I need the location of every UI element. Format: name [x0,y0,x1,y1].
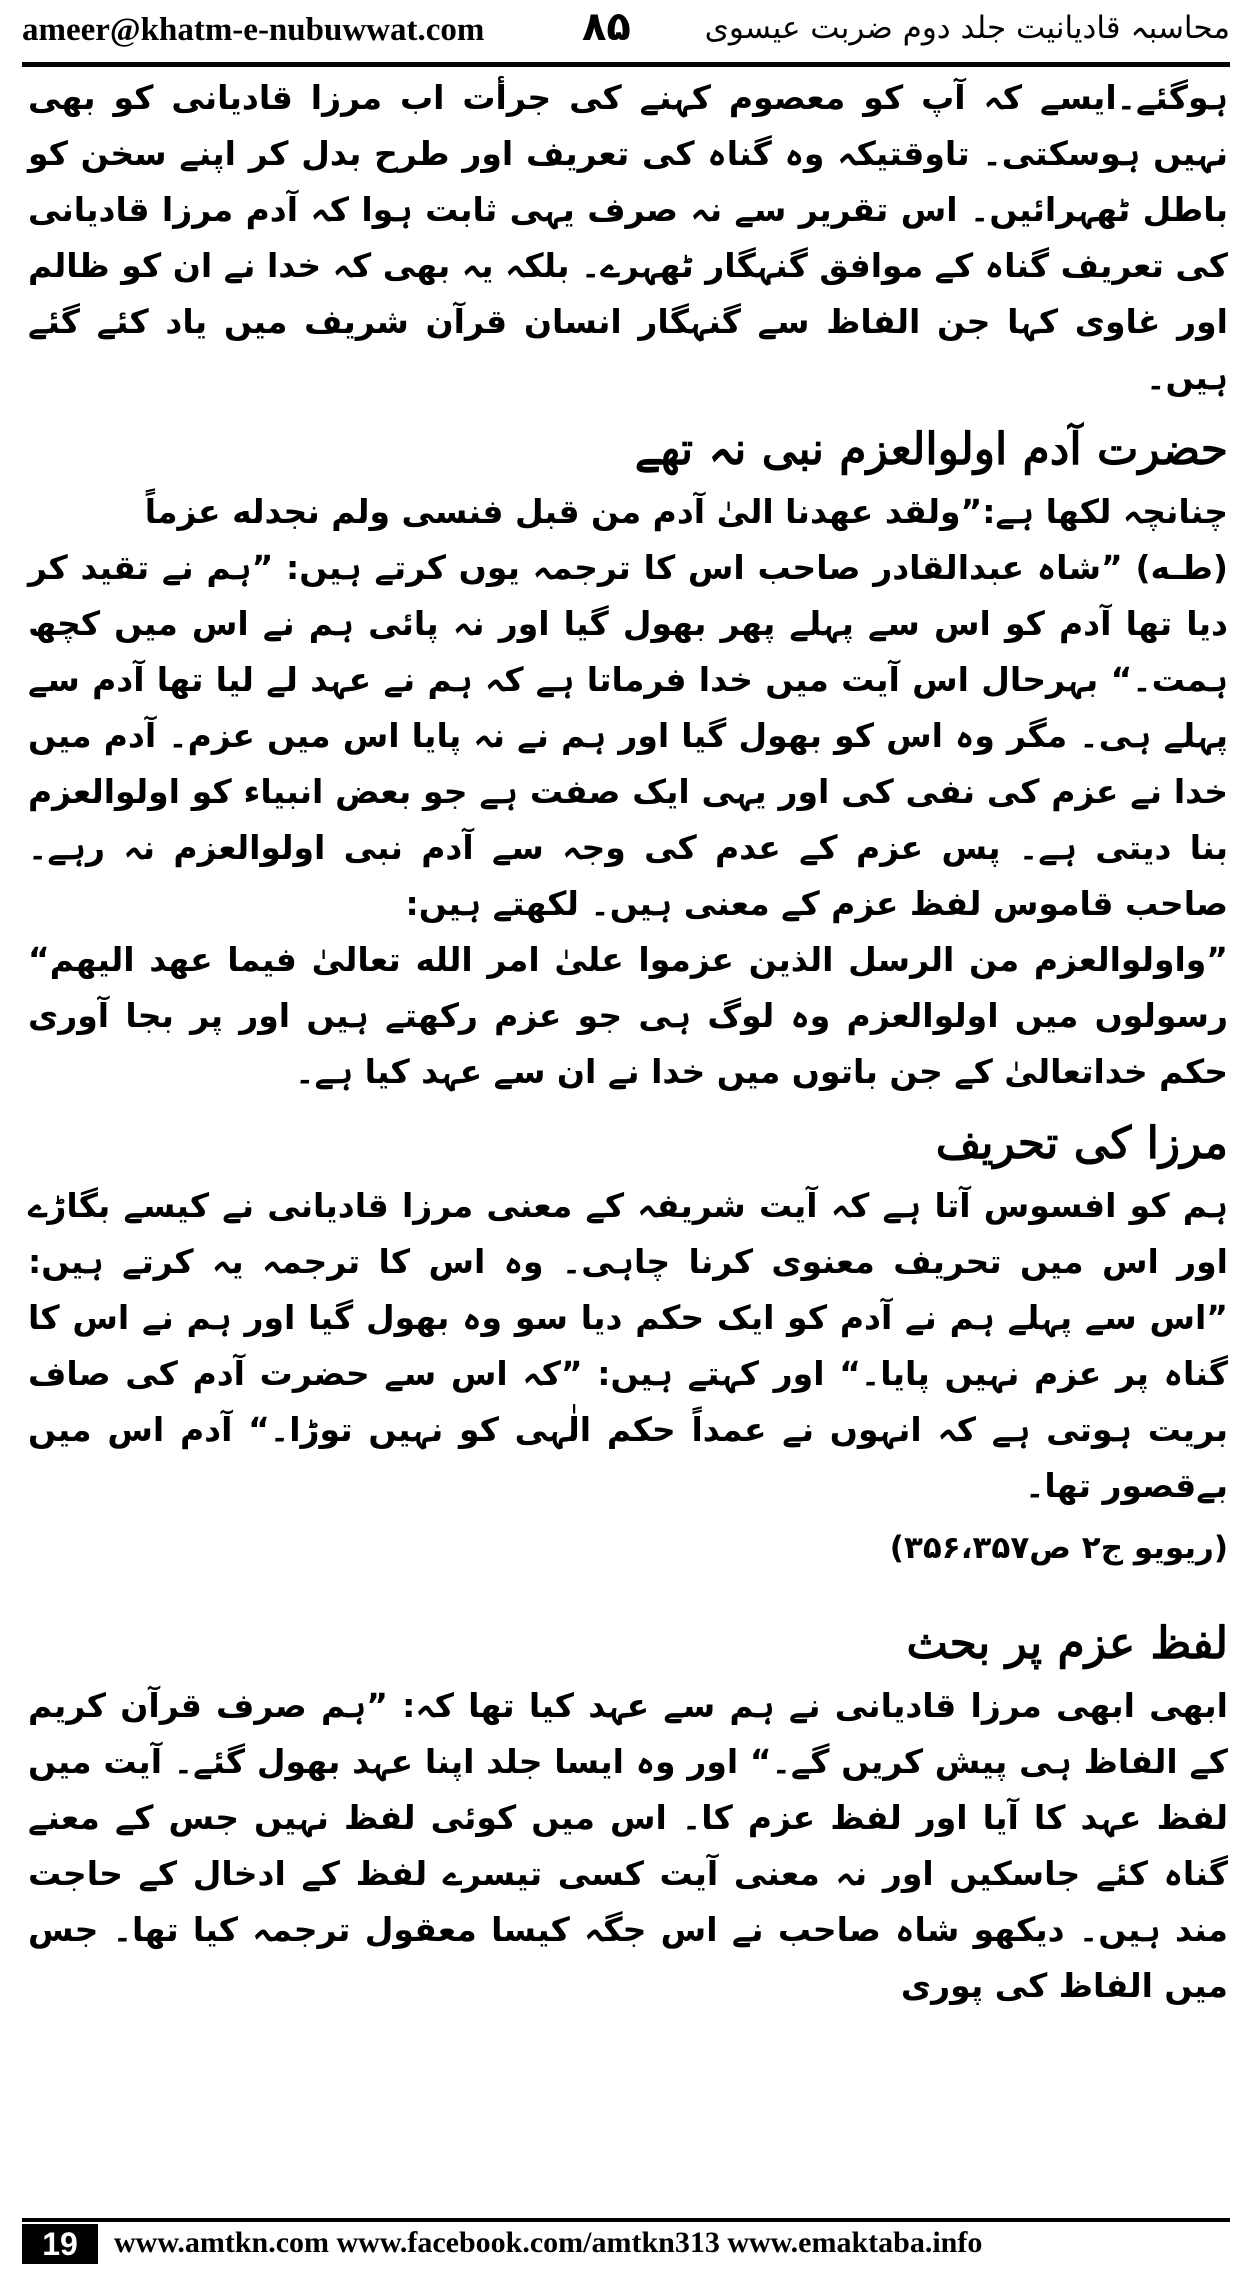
paragraph-3: (طـه) ”شاہ عبدالقادر صاحب اس کا ترجمہ یوں کرتے ہیں: ”ہم نے تقید کر دیا تھا آدم کو اس سے پہلے پھر بھول گیا اور نہ پائی ہم نے اس میں کچھ ہمت۔“ بہرحال اس آیت میں خدا فرماتا ہے کہ ہم نے عہد لے لیا تھا آدم سے پہلے ہی۔ مگر وہ اس کو بھول گیا اور ہم نے نہ پایا اس میں عزم۔ آدم میں خدا نے عزم کی نفی کی اور یہی ایک صفت ہے جو بعض انبیاء کو اولوالعزم بنا دیتی ہے۔ پس عزم کے عدم کی وجہ سے آدم نبی اولوالعزم نہ رہے۔ صاحب قاموس لفظ عزم کے معنی ہیں۔ لکھتے ہیں: [28,548,1228,923]
page-body [28,70,1228,2014]
paragraph-4 [28,932,1228,1100]
heading-lafz-azm: لفظ عزم پر بحث [906,1618,1228,1669]
heading-mirza-tahreef: مرزا کی تحریف [935,1118,1228,1169]
paragraph-2 [28,484,1228,540]
paragraph-6: ابھی ابھی مرزا قادیانی نے ہم سے عہد کیا تھا کہ: ”ہم صرف قرآن کریم کے الفاظ ہی پیش کریں گے۔“ اور وہ ایسا جلد اپنا عہد بھول گئے۔ آیت میں لفظ عہد کا آیا اور لفظ عزم کا۔ اس میں کوئی لفظ نہیں جس کے معنے گناہ کئے جاسکیں اور نہ معنی آیت کسی تیسرے لفظ کے ادخال کے حاجت مند ہیں۔ دیکھو شاہ صاحب نے اس جگہ کیسا معقول ترجمہ کیا تھا۔ جس میں الفاظ کی پوری [28,1686,1228,2005]
reference-citation: (ریویو ج۲ ص۳۵۶،۳۵۷) [889,1530,1228,1566]
footer-page-number: 19 [22,2224,98,2264]
header-divider [22,62,1230,67]
quran-verse: ولقد عهدنا الیٰ آدم من قبل فنسی ولم نجدله عزماً [144,492,961,531]
footer-divider [22,2218,1230,2222]
page-footer [22,2218,1230,2266]
header-book-title: محاسبہ قادیانیت جلد دوم ضربت عیسوی [704,10,1230,46]
paragraph-2-intro: چنانچہ لکھا ہے:” [960,492,1228,531]
qamoos-quote: ”واولوالعزم من الرسل الذین عزموا علیٰ امر الله تعالیٰ فیما عهد الیهم“ [28,940,1228,979]
page-header [22,6,1230,56]
paragraph-1: ہوگئے۔ایسے کہ آپ کو معصوم کہنے کی جرأت اب مرزا قادیانی کو بھی نہیں ہوسکتی۔ تاوقتیکہ وہ گناہ کی تعریف اور طرح بدل کر اپنے سخن کو باطل ٹھہرائیں۔ اس تقریر سے نہ صرف یہی ثابت ہوا کہ آدم مرزا قادیانی کی تعریف گناہ کے موافق گنہگار ٹھہرے۔ بلکہ یہ بھی کہ خدا نے ان کو ظالم اور غاوی کہا جن الفاظ سے گنہگار انسان قرآن شریف میں یاد کئے گئے ہیں۔ [28,78,1228,397]
header-email: ameer@khatm-e-nubuwwat.com [22,12,485,48]
paragraph-4-text: رسولوں میں اولوالعزم وہ لوگ ہی جو عزم رکھتے ہیں اور پر بجا آوری حکم خداتعالیٰ کے جن باتوں میں خدا نے ان سے عہد کیا ہے۔ [28,996,1228,1091]
header-page-number: ۸۵ [582,4,631,50]
paragraph-5: ہم کو افسوس آتا ہے کہ آیت شریفہ کے معنی مرزا قادیانی نے کیسے بگاڑے اور اس میں تحریف معنوی کرنا چاہی۔ وہ اس کا ترجمہ یہ کرتے ہیں: ”اس سے پہلے ہم نے آدم کو ایک حکم دیا سو وہ بھول گیا اور ہم نے اس کا گناہ پر عزم نہیں پایا۔“ اور کہتے ہیں: ”کہ اس سے حضرت آدم کی صاف بریت ہوتی ہے کہ انہوں نے عمداً حکم الٰہی کو نہیں توڑا۔“ آدم اس میں بےقصور تھا۔ [28,1186,1228,1505]
footer-website-links: www.amtkn.com www.facebook.com/amtkn313 www.emaktaba.info [114,2226,983,2259]
heading-adam-not-ulul-azm: حضرت آدم اولوالعزم نبی نہ تھے [634,424,1228,475]
